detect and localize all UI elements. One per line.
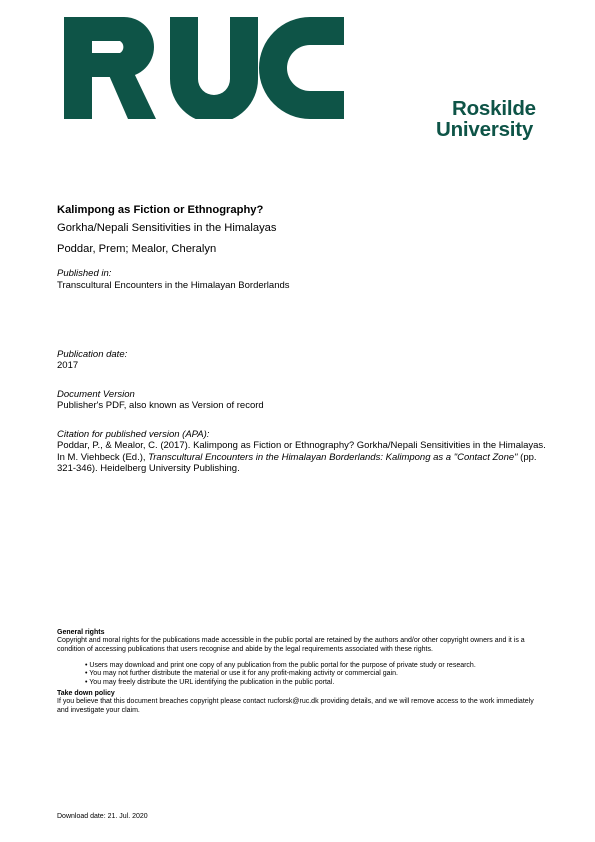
- ruc-logo: [64, 17, 344, 119]
- citation-label: Citation for published version (APA):: [57, 429, 210, 440]
- take-down-section: [57, 690, 547, 715]
- take-down-text: If you believe that this document breaches copyright please contact rucforsk@ruc.dk providing details, and we will remove access to the work immediately and investigate your claim.: [57, 698, 534, 714]
- document-subtitle: Gorkha/Nepali Sensitivities in the Himalayas: [57, 222, 277, 234]
- general-rights-section: [57, 629, 547, 654]
- rights-bullet: • You may not further distribute the material or use it for any profit-making activity or commercial gain.: [85, 670, 398, 678]
- citation-book-title: Transcultural Encounters in the Himalayan Borderlands: Kalimpong as a "Contact Zone": [148, 451, 518, 463]
- citation-block: [57, 429, 547, 474]
- document-version-value: Publisher's PDF, also known as Version of record: [57, 400, 264, 411]
- document-title: Kalimpong as Fiction or Ethnography?: [57, 204, 264, 216]
- citation-part-1: Poddar, P., & Mealor, C. (2017). Kalimpong as Fiction or Ethnography? Gorkha/Nepali Sensitivities in the Himalayas. In M. Viehbeck (Ed.),: [57, 440, 546, 463]
- rights-bullet-list: [85, 662, 545, 687]
- document-authors: Poddar, Prem; Mealor, Cheralyn: [57, 243, 217, 255]
- university-wordmark: [436, 98, 546, 140]
- published-in-value: Transcultural Encounters in the Himalayan Borderlands: [57, 280, 290, 291]
- general-rights-heading: General rights: [57, 629, 105, 636]
- ruc-logo-mark: [64, 17, 344, 119]
- document-version-label: Document Version: [57, 389, 135, 400]
- general-rights-text: Copyright and moral rights for the publications made accessible in the public portal are retained by the authors and/or other copyright owners and it is a condition of accessing publications that users recognise and abide by the legal requirements associated with these rights.: [57, 637, 525, 653]
- citation-text: [57, 440, 547, 474]
- publication-date-value: 2017: [57, 360, 79, 371]
- rights-bullet: • You may freely distribute the URL identifying the publication in the public portal.: [85, 678, 335, 686]
- published-in-label: Published in:: [57, 268, 112, 279]
- publication-date-label: Publication date:: [57, 349, 128, 360]
- download-date: Download date: 21. Jul. 2020: [57, 813, 148, 820]
- citation-part-2: (pp. 321-346). Heidelberg University Publishing.: [57, 451, 537, 474]
- take-down-heading: Take down policy: [57, 690, 115, 697]
- university-line-2: University: [436, 118, 534, 141]
- university-line-1: Roskilde: [452, 97, 536, 120]
- rights-bullet: • Users may download and print one copy of any publication from the public portal for the purpose of private study or research.: [85, 662, 476, 669]
